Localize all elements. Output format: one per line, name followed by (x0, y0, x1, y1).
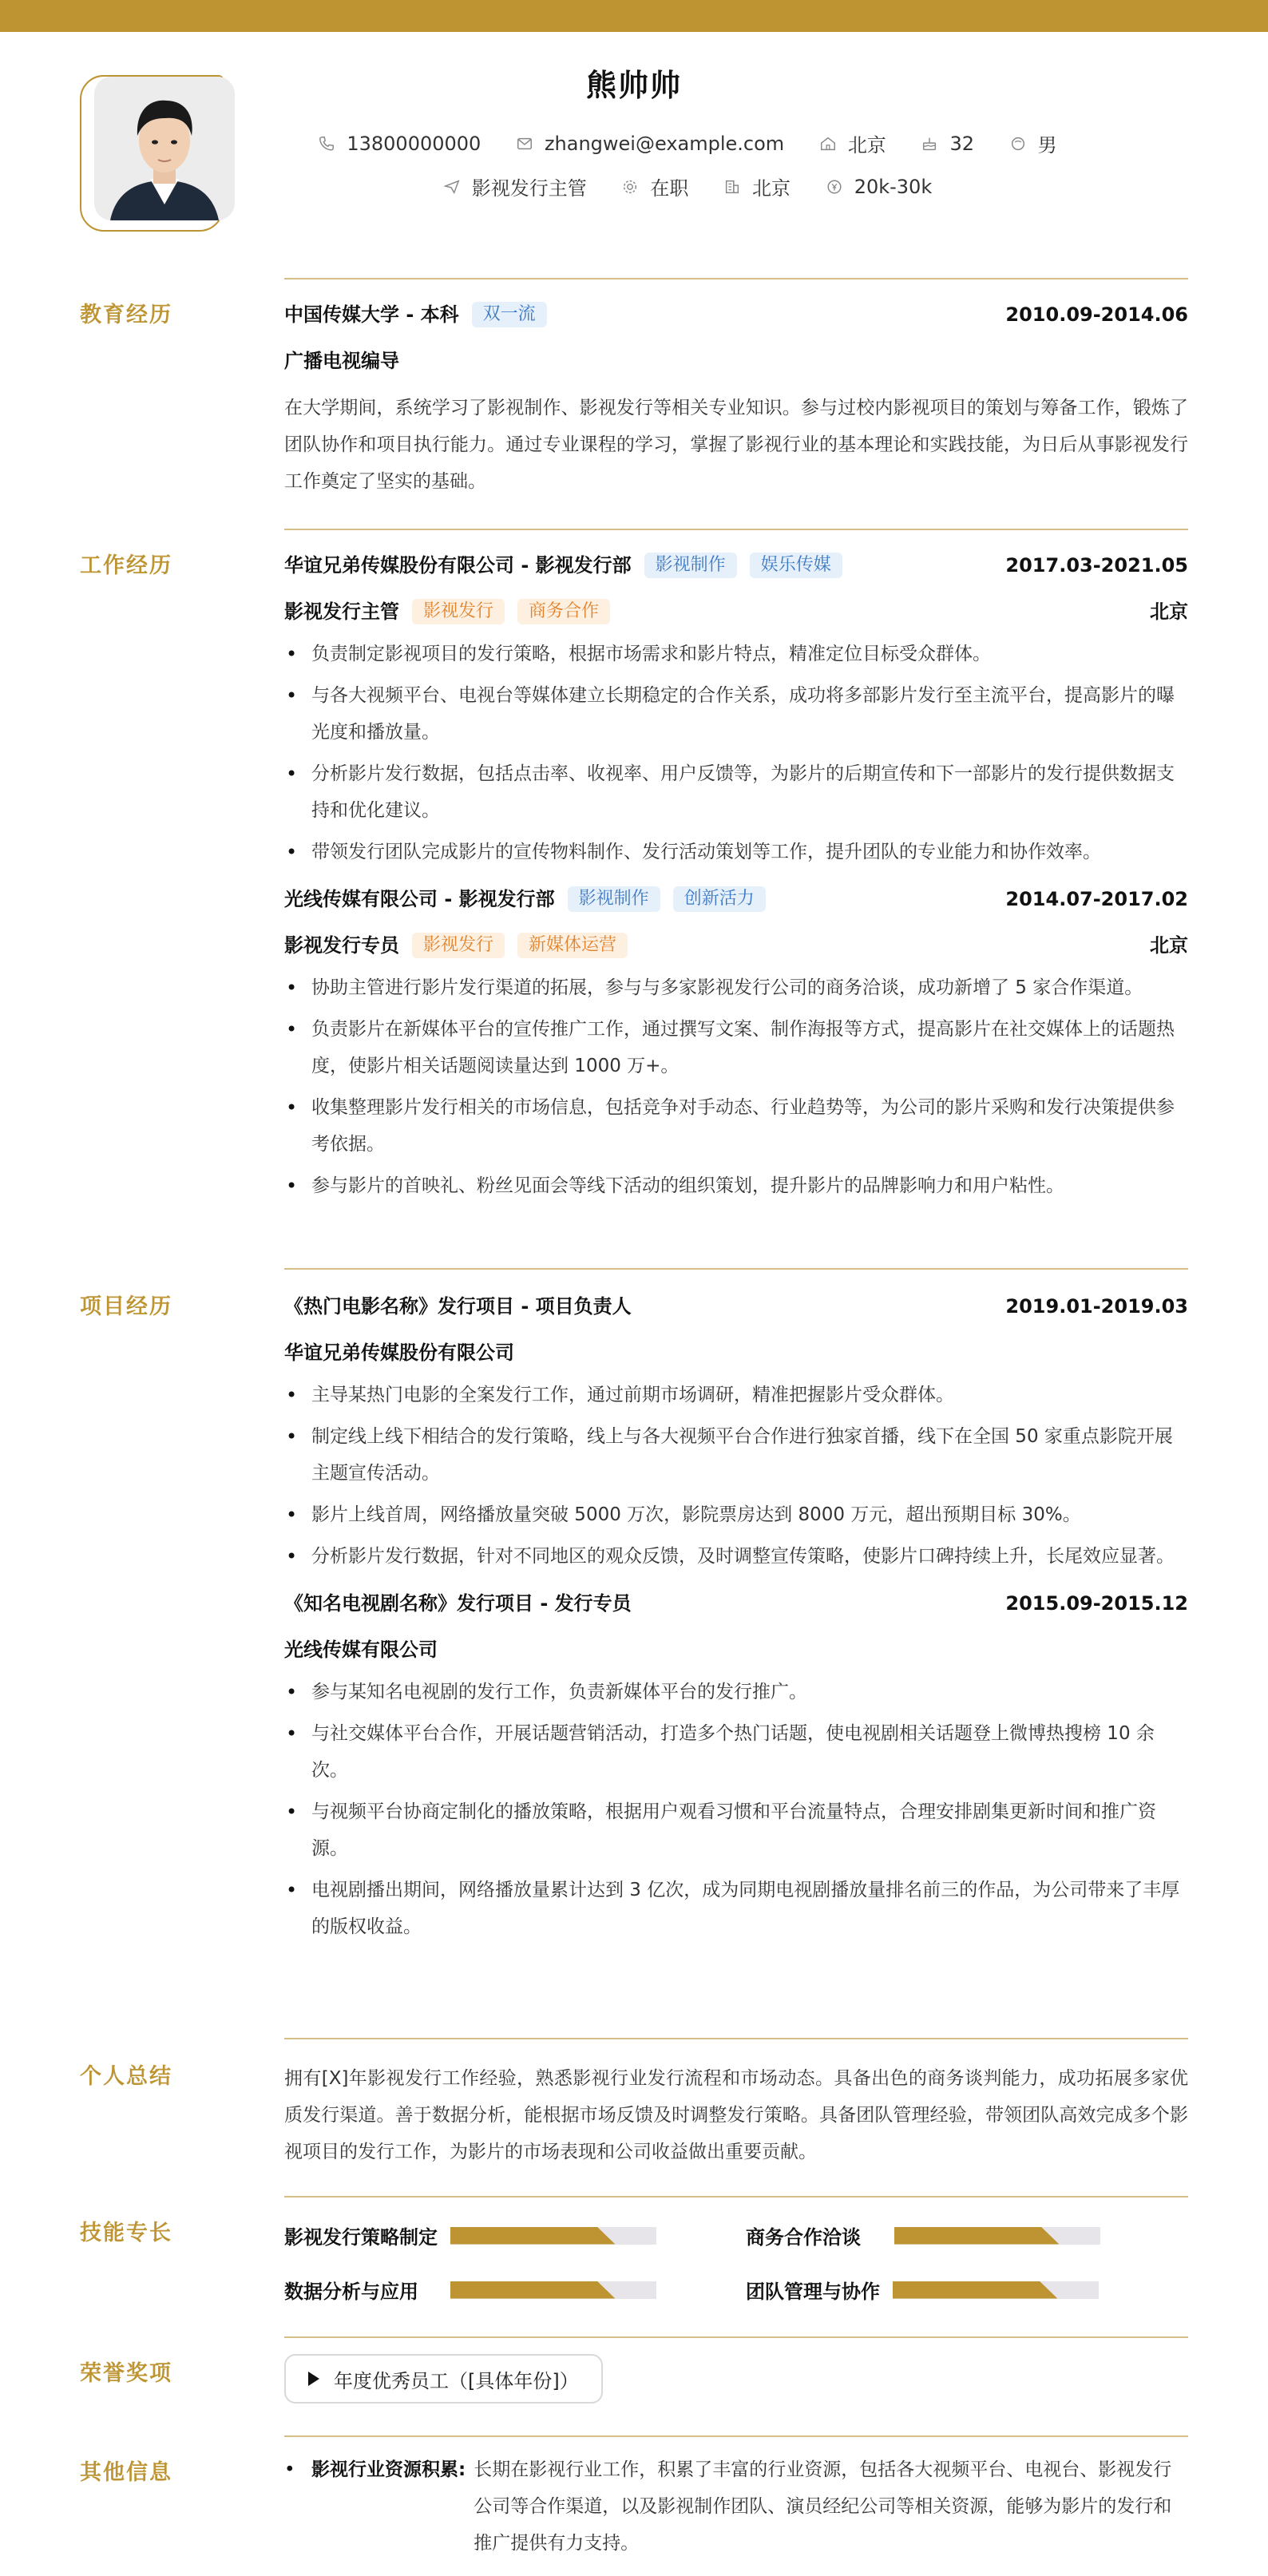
project-bullets-2 (284, 1674, 1188, 1945)
list-item: • 参与影片的首映礼、粉丝见面会等线下活动的组织策划，提升影片的品牌影响力和用户粘性。 (284, 1167, 1188, 1204)
skill-item (746, 2276, 1099, 2304)
list-item: • 与视频平台协商定制化的播放策略，根据用户观看习惯和平台流量特点，合理安排剧集更新时间和推广资源。 (284, 1793, 1188, 1867)
skill-bar (450, 2227, 656, 2245)
city-text: 北京 (847, 134, 886, 157)
list-item: • 负责制定影视项目的发行策略，根据市场需求和影片特点，精准定位目标受众群体。 (284, 636, 1188, 672)
role-line-2 (284, 928, 1188, 963)
list-item: • 负责影片在新媒体平台的宣传推广工作，通过撰写文案、制作海报等方式，提高影片在社交媒体上的话题热度，使影片相关话题阅读量达到 1000 万+。 (284, 1011, 1188, 1084)
project-date: 2015.09-2015.12 (1005, 1592, 1188, 1615)
skill-name: 数据分析与应用 (284, 2281, 418, 2303)
education-head (284, 297, 1188, 332)
company-tag: 创新活力 (673, 886, 766, 912)
company-name: 光线传媒有限公司 - 影视发行部 (284, 888, 555, 910)
role-tag: 商务合作 (517, 599, 610, 624)
project-company: 华谊兄弟传媒股份有限公司 (284, 1342, 514, 1364)
email-text: zhangwei@example.com (544, 132, 785, 155)
company-tag: 影视制作 (644, 553, 737, 578)
candidate-name: 熊帅帅 (585, 68, 682, 103)
honors-divider (284, 2336, 1188, 2338)
project-date: 2019.01-2019.03 (1005, 1295, 1188, 1318)
work-location: 北京 (1150, 934, 1188, 957)
age-text: 32 (949, 132, 974, 155)
skill-name: 影视发行策略制定 (284, 2226, 438, 2249)
other-title: 其他信息 (80, 2460, 172, 2485)
skill-name: 团队管理与协作 (746, 2281, 880, 2303)
contact-row (0, 129, 1268, 157)
skills-divider (284, 2196, 1188, 2198)
honors-title: 荣誉奖项 (80, 2361, 172, 2386)
skill-item (746, 2221, 1100, 2249)
position-text: 影视发行主管 (471, 177, 587, 200)
project-head-2 (284, 1586, 1188, 1621)
summary-divider (284, 2038, 1188, 2039)
send-icon (443, 178, 461, 196)
home-icon (819, 135, 837, 153)
list-item: • 协助主管进行影片发行渠道的拓展，参与与多家影视发行公司的商务洽谈，成功新增了 5 家合作渠道。 (284, 969, 1188, 1006)
phone-text: 13800000000 (347, 132, 481, 155)
role-name: 影视发行主管 (284, 600, 399, 623)
work-location: 北京 (1150, 600, 1188, 623)
expected-city-text: 北京 (752, 177, 791, 200)
project-company: 光线传媒有限公司 (284, 1639, 438, 1661)
role-tag: 新媒体运营 (517, 933, 628, 958)
honor-item[interactable] (284, 2354, 603, 2404)
work-bullets-2 (284, 969, 1188, 1204)
email-item (516, 133, 784, 155)
skill-bar (450, 2281, 656, 2299)
position-item (443, 172, 587, 200)
phone-item (318, 133, 481, 155)
work-head-2 (284, 882, 1188, 917)
school-name: 中国传媒大学 - 本科 (284, 303, 459, 326)
bullet-dot: • (284, 2459, 295, 2480)
gender-text: 男 (1037, 134, 1057, 157)
summary-title: 个人总结 (80, 2064, 172, 2089)
salary-item (826, 176, 933, 198)
other-block (284, 2451, 1188, 2562)
list-item: • 与各大视频平台、电视台等媒体建立长期稳定的合作关系，成功将多部影片发行至主流平台，提高影片的曝光度和播放量。 (284, 677, 1188, 751)
money-icon (826, 178, 843, 196)
company-name: 华谊兄弟传媒股份有限公司 - 影视发行部 (284, 554, 632, 577)
gender-item (1009, 129, 1057, 157)
project-head-1 (284, 1289, 1188, 1324)
gear-icon (621, 178, 639, 196)
education-block (284, 297, 1188, 500)
work-block (284, 548, 1188, 1209)
skill-fill (450, 2281, 615, 2299)
skill-fill (893, 2281, 1057, 2299)
list-item: • 影片上线首周，网络播放量突破 5000 万次，影院票房达到 8000 万元，超出预期目标 30%。 (284, 1496, 1188, 1533)
education-title: 教育经历 (80, 303, 172, 327)
top-accent-bar (0, 0, 1268, 32)
other-label: 影视行业资源积累: (311, 2459, 466, 2480)
work-date: 2014.07-2017.02 (1005, 888, 1188, 910)
list-item: • 带领发行团队完成影片的宣传物料制作、发行活动策划等工作，提升团队的专业能力和协作效率。 (284, 834, 1188, 870)
list-item: • 分析影片发行数据，针对不同地区的观众反馈，及时调整宣传策略，使影片口碑持续上升，长尾效应显著。 (284, 1538, 1188, 1575)
work-bullets-1 (284, 636, 1188, 870)
play-icon (308, 2372, 319, 2386)
building-icon (723, 178, 741, 196)
skill-item (284, 2221, 656, 2249)
project-title: 《知名电视剧名称》发行项目 - 发行专员 (284, 1592, 632, 1615)
skills-title: 技能专长 (80, 2221, 172, 2245)
list-item: • 分析影片发行数据，包括点击率、收视率、用户反馈等，为影片的后期宣传和下一部影片的发行提供数据支持和优化建议。 (284, 755, 1188, 829)
role-name: 影视发行专员 (284, 934, 399, 957)
list-item: • 与社交媒体平台合作，开展话题营销活动，打造多个热门话题，使电视剧相关话题登上微博热搜榜 10 余次。 (284, 1715, 1188, 1789)
summary-text: 拥有[X]年影视发行工作经验，熟悉影视行业发行流程和市场动态。具备出色的商务谈判能力，成功拓展多家优质发行渠道。善于数据分析，能根据市场反馈及时调整发行策略。具备团队管理经验，带领团队高效完成多个影视项目的发行工作，为影片的市场表现和公司收益做出重要贡献。 (284, 2068, 1188, 2162)
projects-divider (284, 1268, 1188, 1270)
gender-icon (1009, 135, 1027, 153)
city-item (819, 129, 886, 157)
other-text: 长期在影视行业工作，积累了丰富的行业资源，包括各大视频平台、电视台、影视发行公司等合作渠道，以及影视制作团队、演员经纪公司等相关资源，能够为影片的发行和推广提供有力支持。 (474, 2459, 1172, 2554)
skill-bar (893, 2281, 1099, 2299)
skill-item (284, 2276, 656, 2304)
projects-title: 项目经历 (80, 1294, 172, 1319)
skill-bar (894, 2227, 1100, 2245)
work-divider (284, 529, 1188, 530)
status-text: 在职 (650, 177, 689, 200)
mail-icon (516, 135, 533, 153)
list-item: • 参与某知名电视剧的发行工作，负责新媒体平台的发行推广。 (284, 1674, 1188, 1710)
work-title: 工作经历 (80, 553, 172, 578)
school-tag: 双一流 (472, 302, 547, 327)
education-date: 2010.09-2014.06 (1005, 303, 1188, 326)
role-line-1 (284, 594, 1188, 629)
list-item: • 主导某热门电影的全案发行工作，通过前期市场调研，精准把握影片受众群体。 (284, 1377, 1188, 1413)
skill-name: 商务合作洽谈 (746, 2226, 861, 2249)
company-tag: 娱乐传媒 (750, 553, 842, 578)
skill-fill (894, 2227, 1059, 2245)
project-bullets-1 (284, 1377, 1188, 1575)
education-divider (284, 278, 1188, 279)
major-name: 广播电视编导 (284, 350, 399, 372)
status-item (621, 172, 688, 200)
project-company-line (284, 1632, 1188, 1667)
phone-icon (318, 135, 335, 153)
skill-fill (450, 2227, 615, 2245)
summary-block (284, 2060, 1188, 2170)
project-company-line (284, 1335, 1188, 1370)
salary-text: 20k-30k (854, 175, 933, 198)
role-tag: 影视发行 (412, 933, 505, 958)
list-item: • 制定线上线下相结合的发行策略，线上与各大视频平台合作进行独家首播，线下在全国 50 家重点影院开展主题宣传活动。 (284, 1418, 1188, 1492)
projects-block (284, 1289, 1188, 1950)
education-desc: 在大学期间，系统学习了影视制作、影视发行等相关专业知识。参与过校内影视项目的策划与筹备工作，锻炼了团队协作和项目执行能力。通过专业课程的学习，掌握了影视行业的基本理论和实践技能，为日后从事影视发行工作奠定了坚实的基础。 (284, 398, 1188, 492)
major-line (284, 343, 1188, 378)
work-head-1 (284, 548, 1188, 583)
honor-text: 年度优秀员工（[具体年份]） (334, 2369, 579, 2392)
role-tag: 影视发行 (412, 599, 505, 624)
list-item: • 电视剧播出期间，网络播放量累计达到 3 亿次，成为同期电视剧播放量排名前三的作品，为公司带来了丰厚的版权收益。 (284, 1872, 1188, 1945)
list-item: • 收集整理影片发行相关的市场信息，包括竞争对手动态、行业趋势等，为公司的影片采购和发行决策提供参考依据。 (284, 1089, 1188, 1163)
expected-city-item (723, 172, 791, 200)
job-intent-row (0, 172, 1268, 200)
cake-icon (921, 135, 938, 153)
other-divider (284, 2435, 1188, 2437)
work-date: 2017.03-2021.05 (1005, 554, 1188, 577)
project-title: 《热门电影名称》发行项目 - 项目负责人 (284, 1295, 632, 1318)
other-item (284, 2451, 1188, 2562)
company-tag: 影视制作 (568, 886, 660, 912)
age-item (921, 133, 974, 155)
